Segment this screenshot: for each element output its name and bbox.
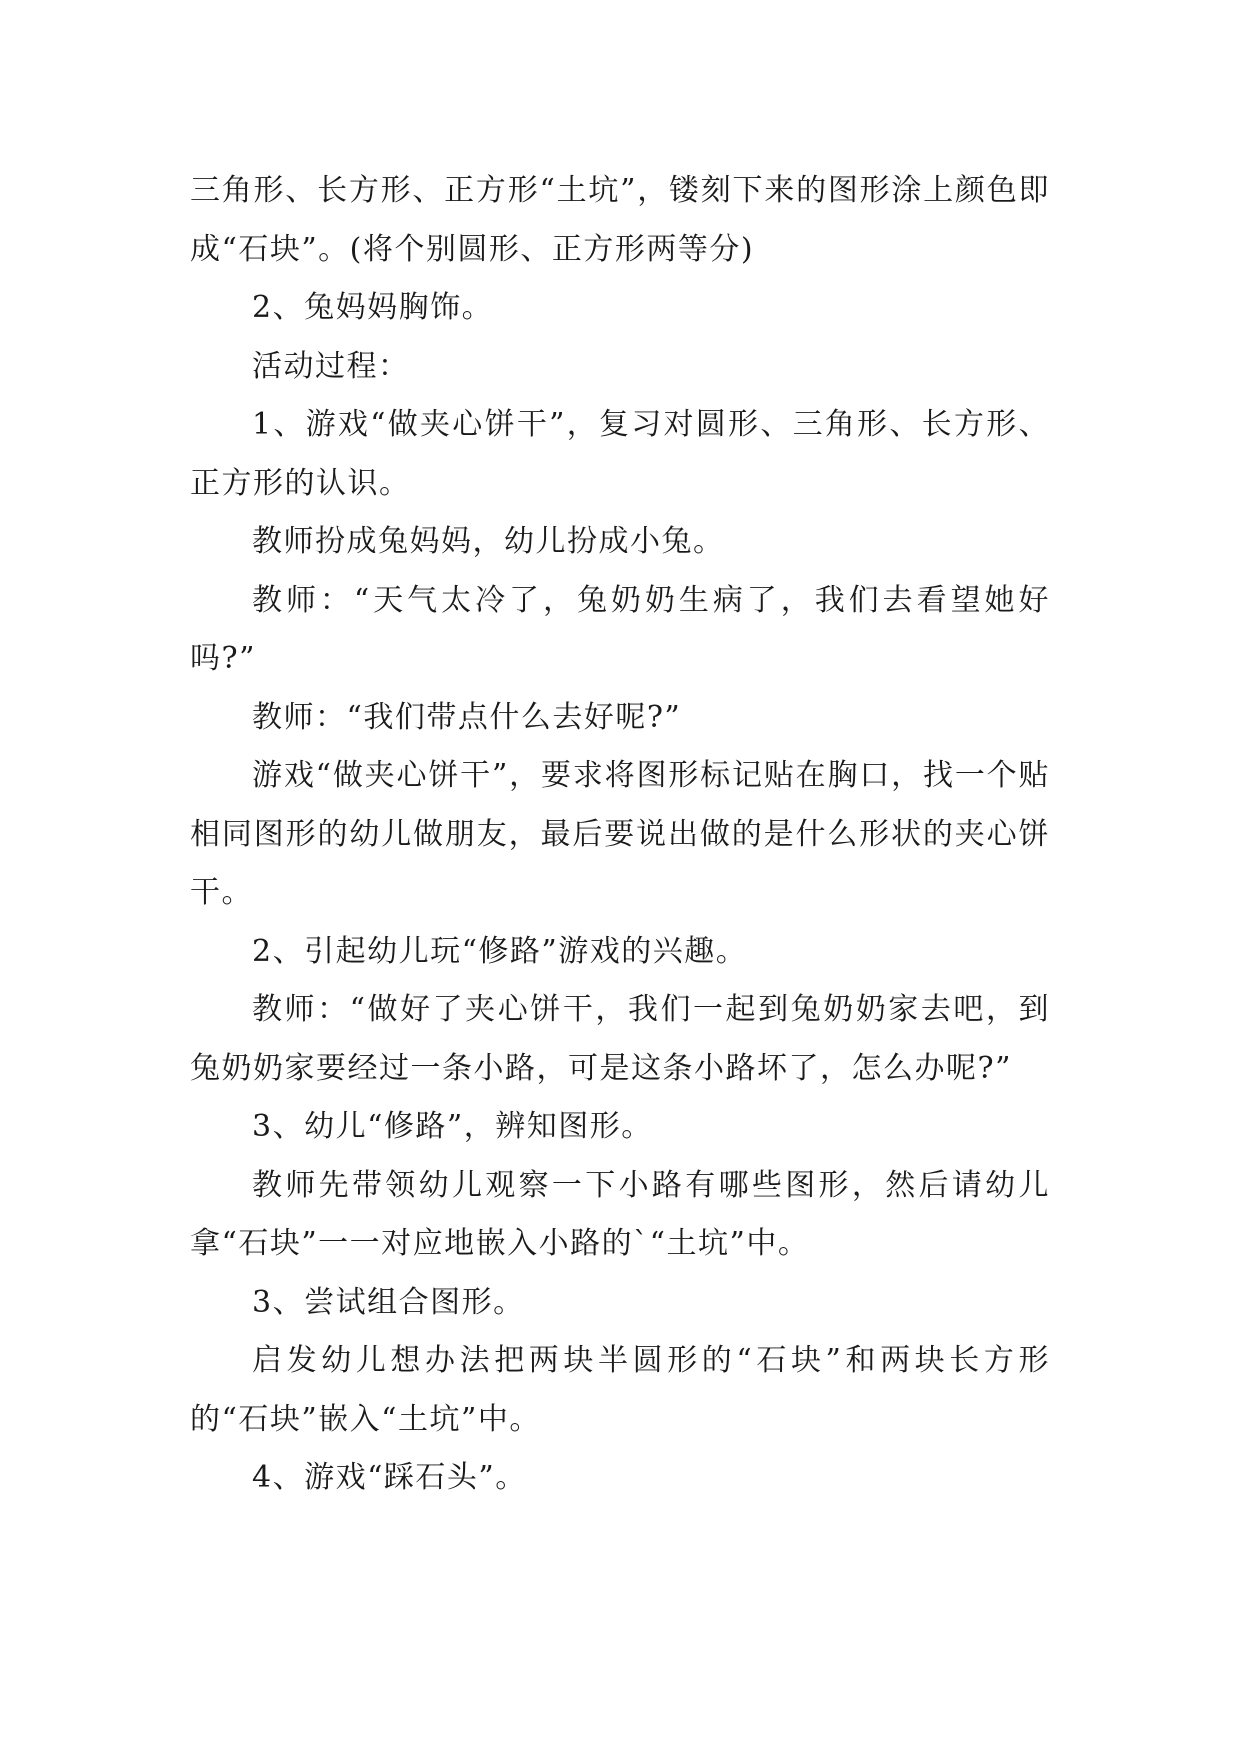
paragraph: 三角形、长方形、正方形“土坑”，镂刻下来的图形涂上颜色即成“石块”。(将个别圆形、正方形两等分) — [190, 173, 1050, 267]
paragraph: 启发幼儿想办法把两块半圆形的“石块”和两块长方形的“石块”嵌入“土坑”中。 — [190, 1343, 1050, 1437]
paragraph: 1、游戏“做夹心饼干”，复习对圆形、三角形、长方形、正方形的认识。 — [190, 407, 1050, 501]
paragraph: 教师：“我们带点什么去好呢?” — [252, 699, 682, 735]
section-heading: 活动过程： — [252, 348, 410, 384]
document-body — [190, 162, 1050, 1508]
paragraph: 2、引起幼儿玩“修路”游戏的兴趣。 — [252, 933, 748, 969]
paragraph: 3、幼儿“修路”，辨知图形。 — [252, 1109, 653, 1144]
paragraph: 教师：“天气太冷了，兔奶奶生病了，我们去看望她好吗?” — [190, 582, 1050, 676]
paragraph: 教师扮成兔妈妈，幼儿扮成小兔。 — [252, 524, 725, 559]
paragraph: 教师先带领幼儿观察一下小路有哪些图形，然后请幼儿拿“石块”一一对应地嵌入小路的`“土坑”中。 — [190, 1167, 1050, 1261]
paragraph: 2、兔妈妈胸饰。 — [252, 290, 494, 325]
paragraph: 4、游戏“踩石头”。 — [252, 1460, 527, 1495]
paragraph: 教师：“做好了夹心饼干，我们一起到兔奶奶家去吧，到兔奶奶家要经过一条小路，可是这条小路坏了，怎么办呢?” — [190, 992, 1050, 1086]
paragraph: 游戏“做夹心饼干”，要求将图形标记贴在胸口，找一个贴相同图形的幼儿做朋友，最后要说出做的是什么形状的夹心饼干。 — [190, 758, 1050, 910]
paragraph: 3、尝试组合图形。 — [252, 1284, 525, 1320]
